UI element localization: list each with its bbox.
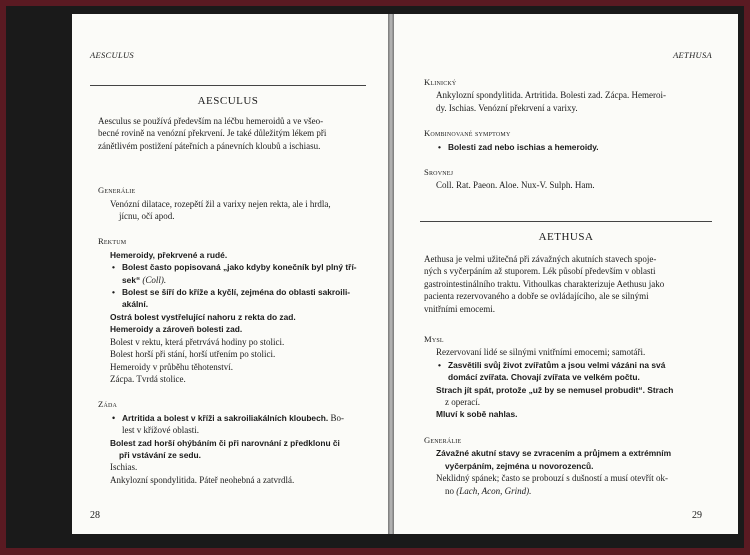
page-number-left: 28 xyxy=(90,510,100,521)
running-header-left: AESCULUS xyxy=(90,50,134,60)
heading-klinicky: Klinický xyxy=(424,77,457,87)
heading-kombinovane: Kombinované symptomy xyxy=(424,128,511,139)
bullet-item: • Artritida a bolest v kříži a sakroiliakálních kloubech. Bo- xyxy=(110,412,366,424)
bullet-item: • Bolesti zad nebo ischias a hemeroidy. xyxy=(436,141,708,153)
left-page xyxy=(72,14,388,534)
generalie-text: Venózní dilatace, rozepětí žil a varixy nejen rekta, ale i hrdla, jícnu, očí apod. xyxy=(110,198,331,222)
srovnej-text: Coll. Rat. Paeon. Aloe. Nux-V. Sulph. Ham. xyxy=(436,180,595,191)
heading-rektum: Rektum xyxy=(98,236,127,247)
book-spread xyxy=(6,6,744,548)
intro-paragraph: Aethusa je velmi užitečná při závažných akutních stavech spoje- ných s vyčerpáním až stuporem. Lék působí především v oblasti gastrointestinálního traktu. Vithoulkas charakterizuje Aethusu jako pacienta rezervovaného a dobře se ovládajícího, ale se silnými vnitřními emocemi. xyxy=(424,254,665,314)
left-content xyxy=(98,115,366,486)
klinicky-text: Ankylozní spondylitida. Artritida. Bolesti zad. Zácpa. Hemeroi- dy. Ischias. Venózní překrvení a varixy. xyxy=(436,90,666,113)
right-content xyxy=(424,253,708,497)
bullet-item: • Zasvětili svůj život zvířatům a jsou velmi vázáni na svá xyxy=(436,359,708,371)
running-header-right: AETHUSA xyxy=(673,50,712,60)
header-rule xyxy=(90,85,366,86)
section-title-aethusa: AETHUSA xyxy=(538,231,594,243)
mysl-list: Rezervovaní lidé se silnými vnitřními emocemi; samotáři. • Zasvětili svůj život zvířatům a jsou velmi vázáni na svá domácí zvířata. Chovají zvířata ve velkém počtu. Strach jít spát, protože „už by se nemusel probudit“. Strach z operací. Mluví k sobě nahlas. xyxy=(424,346,708,420)
section-title-aesculus: AESCULUS xyxy=(197,95,259,107)
zada-list: • Artritida a bolest v kříži a sakroiliakálních kloubech. Bo- lest v křížové oblasti. Bolest zad horší ohýbáním či při narovnání z předklonu či při vstávání ze sedu. Ischias. Ankylozní spondylitida. Páteř neohebná a zatvrdlá. xyxy=(98,412,366,486)
right-page xyxy=(394,14,738,534)
section-rule xyxy=(420,221,712,222)
bullet-item: • Bolest často popisovaná „jako kdyby konečník byl plný tří- xyxy=(110,261,366,273)
heading-mysl: Mysl xyxy=(424,334,444,345)
heading-generalie: Generálie xyxy=(98,185,136,196)
heading-zada: Záda xyxy=(98,399,118,410)
bullet-item: • Bolest se šíří do kříže a kyčlí, zejména do oblasti sakroili- xyxy=(110,286,366,298)
rektum-list: Hemeroidy, překrvené a rudé. • Bolest často popisovaná „jako kdyby konečník byl plný tří- sek“ (Coll). • Bolest se šíří do kříže a kyčlí, zejména do oblasti sakroili- akální. Ostrá bolest vystřelující nahoru z rekta do zad. Hemeroidy a zároveň bolesti zad. Bolest v rektu, která přetrvává hodiny po stolici. Bolest horší při stání, horší utřením po stolici. Hemeroidy v průběhu těhotenství. Zácpa. Tvrdá stolice. xyxy=(98,249,366,385)
page-number-right: 29 xyxy=(692,510,702,521)
heading-srovnej: Srovnej xyxy=(424,167,454,178)
right-top-content xyxy=(424,76,708,192)
heading-generalie-right: Generálie xyxy=(424,434,462,445)
generalie-list: Závažné akutní stavy se zvracením a průjmem a extrémním vyčerpáním, zejména u novorozenců. Neklidný spánek; často se probouzí s dušností a musí otevřít ok- no (Lach, Acon, Grind). xyxy=(436,448,672,496)
intro-paragraph: Aesculus se používá především na léčbu hemeroidů a ve všeo- becné rovině na venózní překrvení. Je také důležitým lékem při zánětlivém postižení páteřních a pánevních kloubů a ischiasu. xyxy=(98,116,327,151)
